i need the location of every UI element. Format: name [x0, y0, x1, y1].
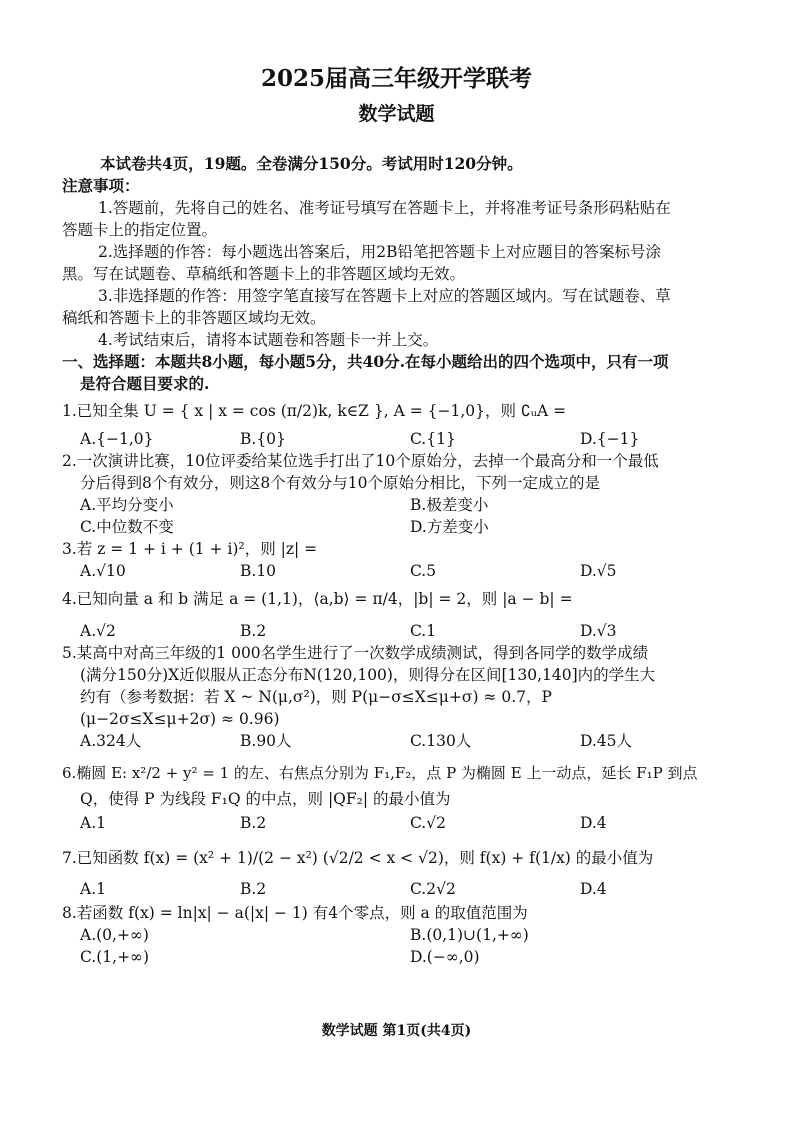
note-1a: 1.答题前，先将自己的姓名、准考证号填写在答题卡上，并将准考证号条形码粘贴在: [98, 199, 671, 217]
section1-heading: 一、选择题：本题共8小题，每小题5分，共40分.在每小题给出的四个选项中，只有一项: [62, 352, 669, 371]
q4-option-d: D.√3: [580, 622, 617, 640]
q6-option-b: B.2: [240, 814, 267, 832]
note-4: 4.考试结束后，请将本试题卷和答题卡一并上交。: [98, 331, 439, 349]
q1-stem: 1.已知全集 U = { x | x = cos (π/2)k, k∈Z }, A = {−1,0}，则 ∁ᵤA =: [62, 402, 567, 420]
q6-options: [80, 812, 740, 834]
notes-heading: 注意事项：: [62, 176, 140, 195]
q7-stem: 7.已知函数 f(x) = (x² + 1)/(2 − x²) (√2/2 < x < √2)，则 f(x) + f(1/x) 的最小值为: [62, 849, 654, 867]
q6-option-a: A.1: [80, 814, 106, 832]
q8-options-row1: [80, 924, 740, 946]
q3-option-c: C.5: [410, 562, 437, 580]
note-2b: 黑。写在试题卷、草稿纸和答题卡上的非答题区域均无效。: [62, 265, 466, 283]
q5-stem-2: (满分150分)X近似服从正态分布N(120,100)，则得分在区间[130,140]内的学生大: [80, 666, 656, 684]
q2-option-c: C.中位数不变: [80, 518, 174, 536]
q2-option-b: B.极差变小: [410, 496, 489, 514]
q1-option-c: C.{1}: [410, 430, 456, 448]
q4-option-b: B.2: [240, 622, 267, 640]
q2-options-row1: [80, 494, 740, 516]
q6-option-c: C.√2: [410, 814, 446, 832]
q7-options: [80, 878, 740, 900]
q5-stem-1: 5.某高中对高三年级的1 000名学生进行了一次数学成绩测试，得到各同学的数学成绩: [62, 644, 649, 662]
note-3a: 3.非选择题的作答：用签字笔直接写在答题卡上对应的答题区域内。写在试题卷、草: [98, 287, 671, 305]
q8-option-d: D.(−∞,0): [410, 948, 480, 966]
q1-options: [80, 428, 740, 450]
q1-option-a: A.{−1,0}: [80, 430, 154, 448]
q2-options-row2: [80, 516, 740, 538]
q3-option-b: B.10: [240, 562, 277, 580]
q8-options-row2: [80, 946, 740, 968]
q4-options: [80, 620, 740, 642]
q5-stem-3: 约有（参考数据：若 X ~ N(μ,σ²)，则 P(μ−σ≤X≤μ+σ) ≈ 0.7，P: [80, 688, 552, 706]
q6-stem-2: Q，使得 P 为线段 F₁Q 的中点，则 |QF₂| 的最小值为: [80, 790, 451, 808]
q2-stem-1: 2.一次演讲比赛，10位评委给某位选手打出了10个原始分，去掉一个最高分和一个最低: [62, 452, 659, 470]
q3-options: [80, 560, 740, 582]
exam-title: 2025届高三年级开学联考: [260, 65, 532, 92]
q6-option-d: D.4: [580, 814, 607, 832]
note-1b: 答题卡上的指定位置。: [62, 221, 218, 239]
q7-option-d: D.4: [580, 880, 607, 898]
q1-option-b: B.{0}: [240, 430, 286, 448]
q8-option-c: C.(1,+∞): [80, 948, 150, 966]
q8-option-b: B.(0,1)∪(1,+∞): [410, 926, 529, 944]
q4-option-c: C.1: [410, 622, 437, 640]
q2-stem-2: 分后得到8个有效分，则这8个有效分与10个原始分相比，下列一定成立的是: [80, 474, 600, 492]
q4-option-a: A.√2: [80, 622, 116, 640]
page-footer: 数学试题 第1页(共4页): [321, 1023, 472, 1039]
q5-option-a: A.324人: [80, 732, 142, 750]
q4-stem: 4.已知向量 a 和 b 满足 a = (1,1)，⟨a,b⟩ = π/4，|b| = 2，则 |a − b| =: [62, 590, 573, 608]
q5-option-c: C.130人: [410, 732, 472, 750]
q2-option-a: A.平均分变小: [80, 496, 174, 514]
q3-option-d: D.√5: [580, 562, 617, 580]
q5-option-b: B.90人: [240, 732, 292, 750]
q5-stem-4: (μ−2σ≤X≤μ+2σ) ≈ 0.96): [80, 710, 280, 728]
q8-stem: 8.若函数 f(x) = ln|x| − a(|x| − 1) 有4个零点，则 a 的取值范围为: [62, 904, 528, 922]
q2-option-d: D.方差变小: [410, 518, 489, 536]
q7-option-a: A.1: [80, 880, 106, 898]
note-3b: 稿纸和答题卡上的非答题区域均无效。: [62, 309, 326, 327]
note-2a: 2.选择题的作答：每小题选出答案后，用2B铅笔把答题卡上对应题目的答案标号涂: [98, 243, 662, 261]
exam-subtitle: 数学试题: [358, 103, 435, 125]
section1-heading-cont: 是符合题目要求的.: [80, 374, 210, 393]
q7-option-b: B.2: [240, 880, 267, 898]
q5-option-d: D.45人: [580, 732, 633, 750]
q3-stem: 3.若 z = 1 + i + (1 + i)²，则 |z| =: [62, 540, 318, 558]
intro-text: 本试卷共4页，19题。全卷满分150分。考试用时120分钟。: [100, 154, 523, 173]
q6-stem-1: 6.椭圆 E: x²/2 + y² = 1 的左、右焦点分别为 F₁,F₂，点 P 为椭圆 E 上一动点，延长 F₁P 到点: [62, 764, 698, 782]
q7-option-c: C.2√2: [410, 880, 456, 898]
q8-option-a: A.(0,+∞): [80, 926, 149, 944]
q5-options: [80, 730, 740, 752]
q1-option-d: D.{−1}: [580, 430, 640, 448]
q3-option-a: A.√10: [80, 562, 126, 580]
